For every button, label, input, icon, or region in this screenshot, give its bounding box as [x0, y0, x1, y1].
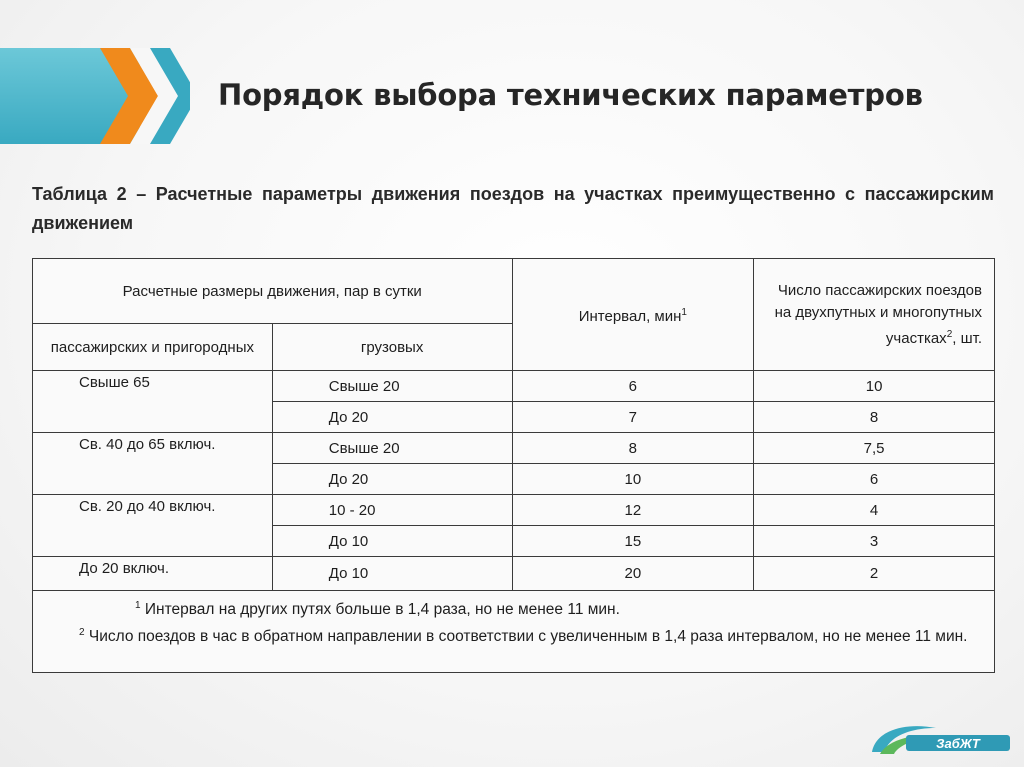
cell-interval: 12 — [512, 495, 754, 526]
note-1 — [39, 594, 988, 621]
notes-row — [33, 591, 995, 673]
table-header-row — [33, 259, 995, 324]
parameters-table — [32, 258, 995, 673]
cell-count: 10 — [754, 371, 995, 402]
cell-interval: 7 — [512, 402, 754, 433]
cell-interval: 20 — [512, 557, 754, 591]
note-2-text: Число поездов в час в обратном направлении в соответствии с увеличенным в 1,4 раза интервалом, но не менее 11 мин. — [84, 628, 968, 646]
header-count-label: Число пассажирских поездов на двухпутных и многопутных участках — [774, 281, 982, 347]
zabzht-logo — [866, 718, 1016, 758]
header-traffic-size: Расчетные размеры движения, пар в сутки — [33, 259, 513, 324]
cell-count: 3 — [754, 526, 995, 557]
table-row — [33, 371, 995, 402]
page-title: Порядок выбора технических параметров — [218, 78, 923, 112]
header-count-unit: , шт. — [952, 329, 982, 347]
chevron-arrows-icon — [100, 44, 190, 148]
cell-interval: 8 — [512, 433, 754, 464]
cell-cargo: До 10 — [272, 526, 512, 557]
cell-cargo: Свыше 20 — [272, 371, 512, 402]
cell-passenger: Св. 40 до 65 включ. — [33, 433, 273, 495]
note-1-sup: 1 — [135, 600, 141, 611]
note-2 — [39, 621, 988, 648]
table-caption: Таблица 2 – Расчетные параметры движения поездов на участках преимущественно с пассажирским движением — [32, 184, 994, 233]
table-row — [33, 557, 995, 591]
header-interval — [512, 259, 754, 371]
cell-interval: 15 — [512, 526, 754, 557]
table-row — [33, 433, 995, 464]
cell-cargo: До 20 — [272, 402, 512, 433]
cell-cargo: Свыше 20 — [272, 433, 512, 464]
cell-passenger: До 20 включ. — [33, 557, 273, 591]
cell-count: 2 — [754, 557, 995, 591]
cell-cargo: До 10 — [272, 557, 512, 591]
table-notes — [33, 591, 995, 673]
header-passenger: пассажирских и пригородных — [33, 324, 273, 371]
note-1-text: Интервал на других путях больше в 1,4 раза, но не менее 11 мин. — [140, 601, 620, 619]
cell-count: 6 — [754, 464, 995, 495]
cell-count: 8 — [754, 402, 995, 433]
header-train-count — [754, 259, 995, 371]
cell-passenger: Св. 20 до 40 включ. — [33, 495, 273, 557]
table-row — [33, 495, 995, 526]
logo-text: ЗабЖТ — [936, 736, 980, 751]
header-count-sup: 2 — [946, 328, 953, 340]
header-cargo: грузовых — [272, 324, 512, 371]
header-interval-label: Интервал, мин — [578, 307, 682, 325]
cell-cargo: До 20 — [272, 464, 512, 495]
cell-count: 4 — [754, 495, 995, 526]
header-interval-sup: 1 — [681, 306, 687, 318]
cell-count: 7,5 — [754, 433, 995, 464]
cell-interval: 10 — [512, 464, 754, 495]
note-2-sup: 2 — [79, 627, 85, 639]
cell-cargo: 10 - 20 — [272, 495, 512, 526]
cell-passenger: Свыше 65 — [33, 371, 273, 433]
cell-interval: 6 — [512, 371, 754, 402]
